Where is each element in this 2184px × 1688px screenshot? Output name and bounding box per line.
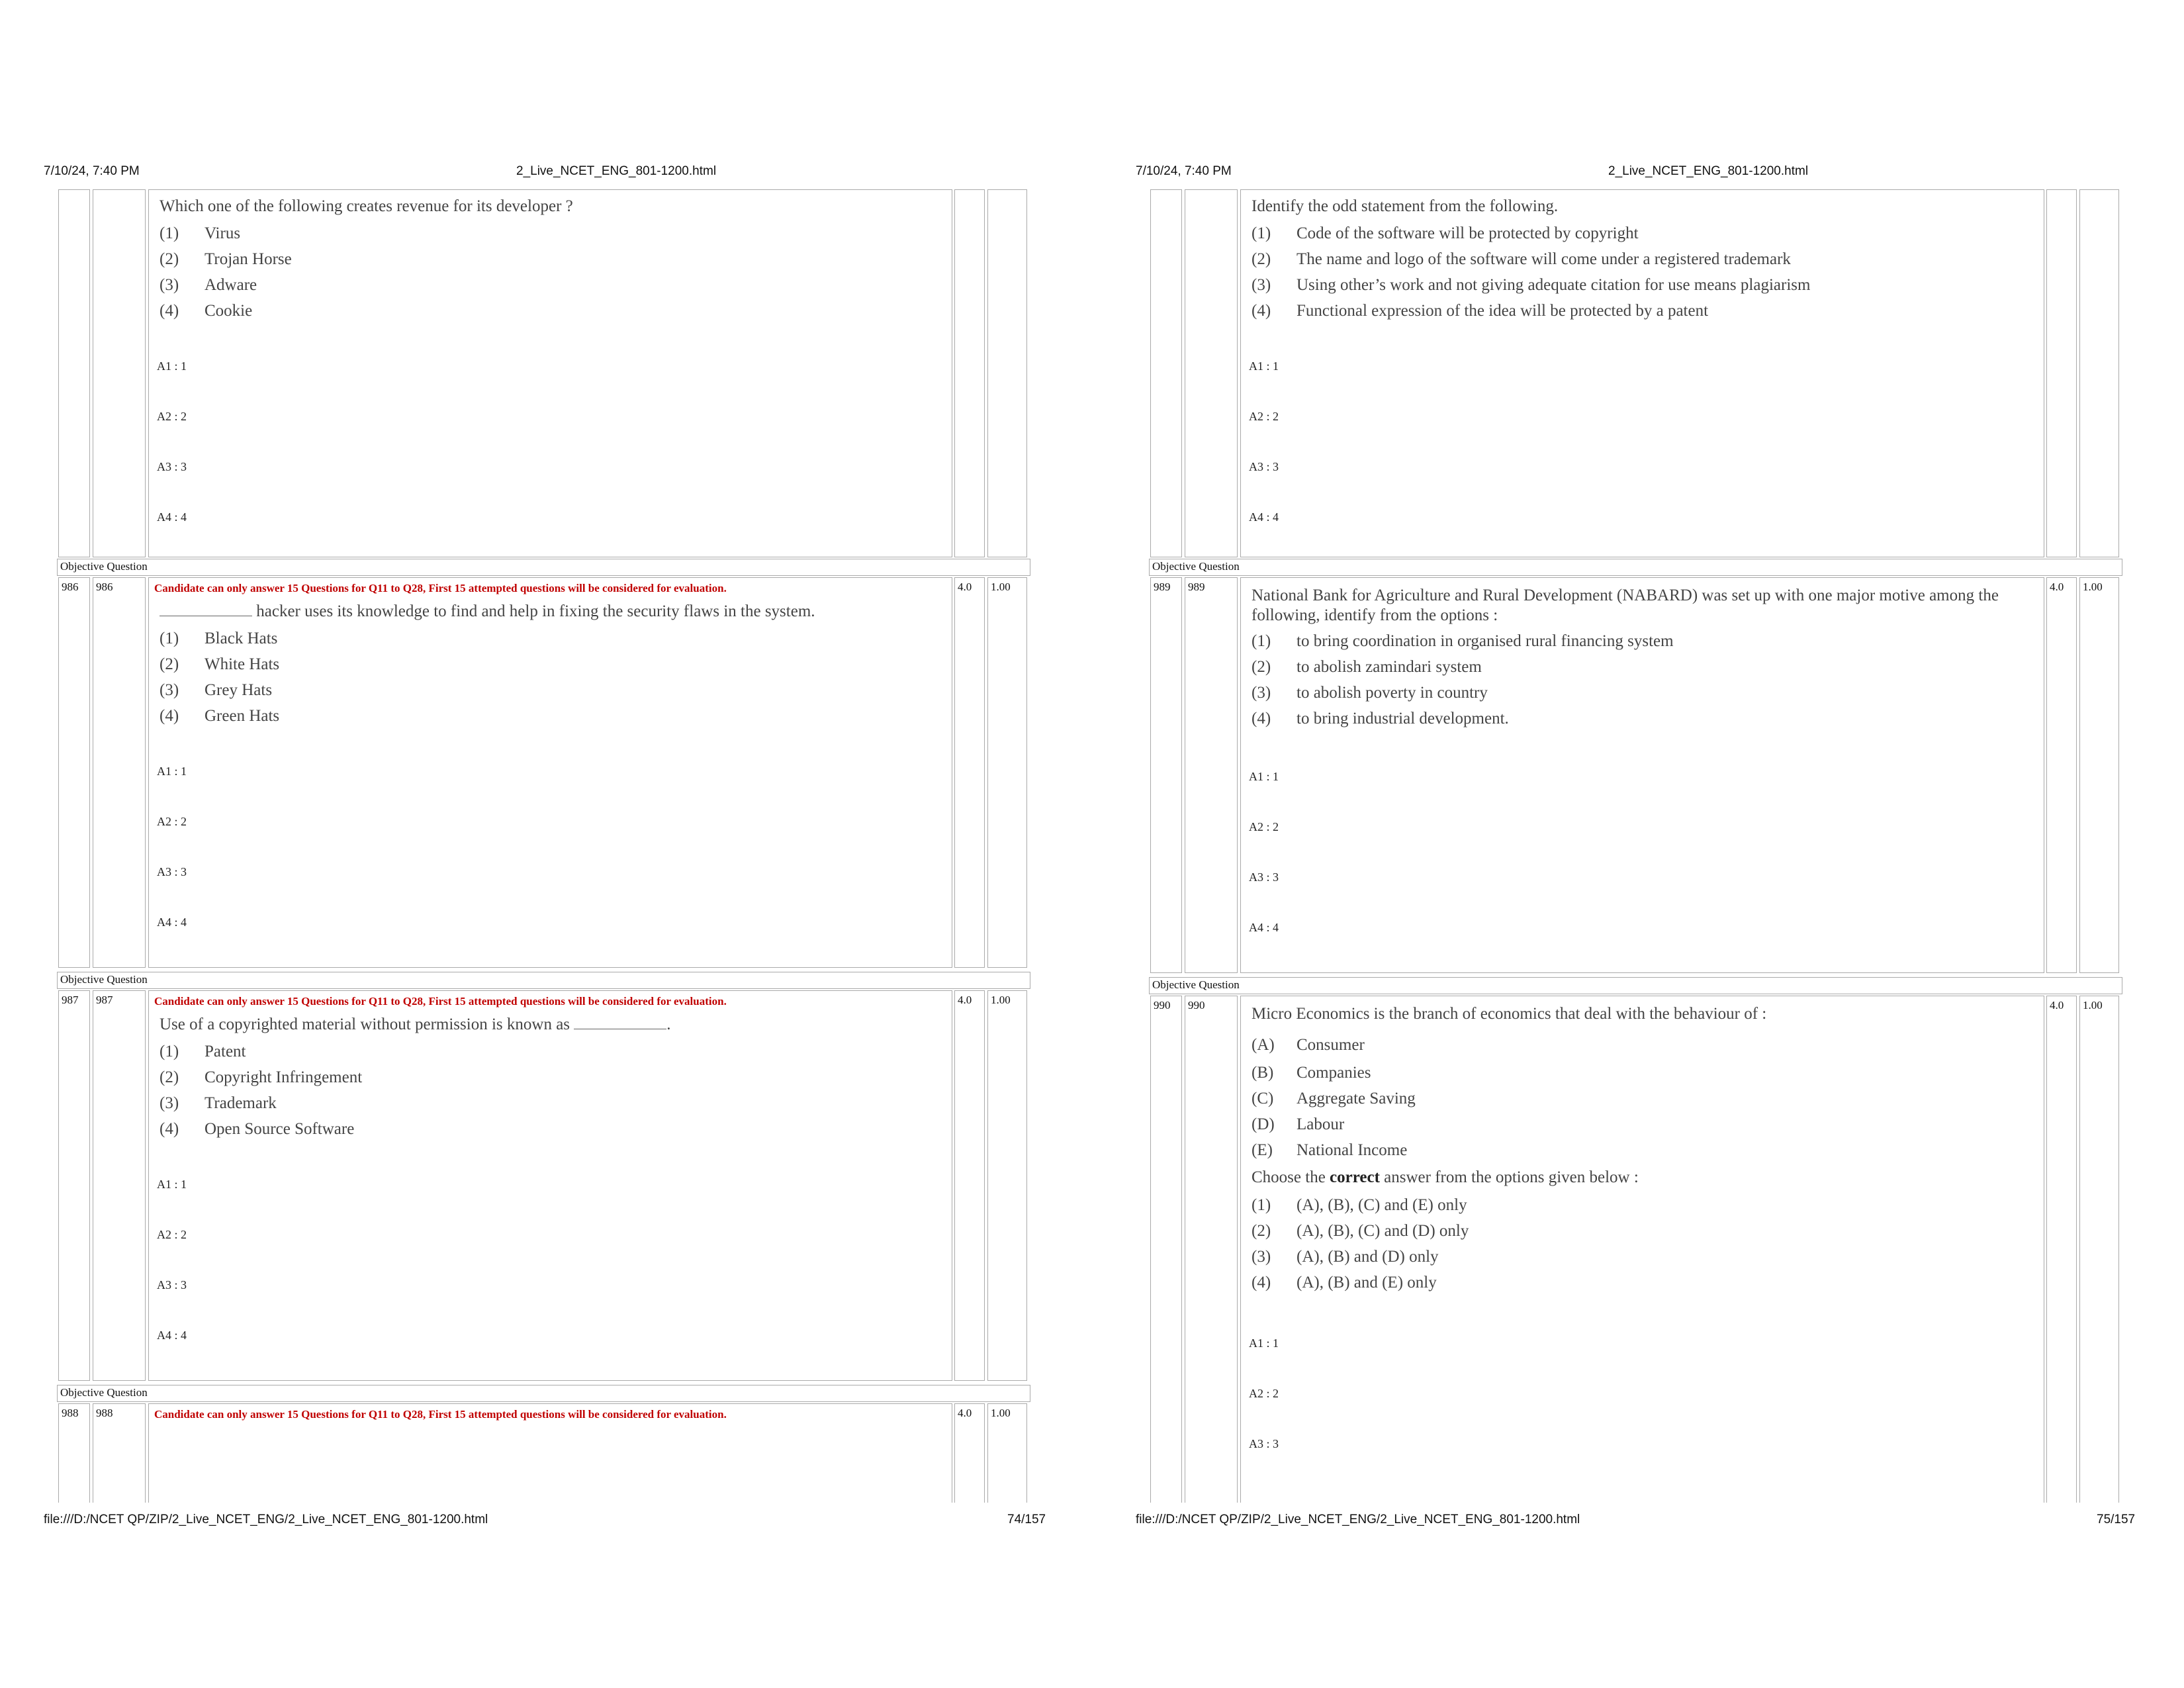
answer-key: A4 : 4 — [157, 510, 187, 524]
answer-key: A1 : 1 — [157, 1178, 187, 1191]
option: (1) (A), (B), (C) and (E) only — [1251, 1196, 1467, 1214]
footer-page-number: 75/157 — [2097, 1513, 2136, 1526]
negative-marks: 1.00 — [991, 1407, 1011, 1419]
option: (3) to abolish poverty in country — [1251, 684, 1488, 702]
answer-key: A3 : 3 — [157, 865, 187, 878]
question-type-label: Objective Question — [1149, 559, 2122, 576]
footer-file-path: file:///D:/NCET QP/ZIP/2_Live_NCET_ENG/2_Live_NCET_ENG_801-1200.html — [1136, 1513, 1580, 1526]
negative-marks: 1.00 — [991, 581, 1011, 593]
question-number: 986 — [62, 581, 79, 593]
answer-key: A1 : 1 — [157, 359, 187, 373]
question-text: National Bank for Agriculture and Rural Development (NABARD) was set up with one major motive among the following, identify from the options : — [1251, 586, 1999, 624]
negative-marks: 1.00 — [2083, 581, 2103, 593]
question-number: 987 — [62, 994, 79, 1006]
fill-blank — [574, 1027, 666, 1029]
option: (2) Copyright Infringement — [159, 1068, 363, 1086]
question-number: 989 — [1154, 581, 1171, 593]
option: (4) Green Hats — [159, 707, 280, 725]
question-body — [1240, 577, 2044, 973]
question-type-label: Objective Question — [57, 1385, 1030, 1402]
answer-key: A3 : 3 — [157, 1278, 187, 1291]
marks: 4.0 — [958, 994, 972, 1006]
option: (4) Open Source Software — [159, 1120, 355, 1138]
question-body — [1240, 996, 2044, 1503]
option: (3) Using other’s work and not giving adequate citation for use means plagiarism — [1251, 276, 1811, 294]
list-item: (E) National Income — [1251, 1141, 1408, 1159]
instruction-text: Choose the correct answer from the options given below : — [1251, 1168, 1639, 1186]
evaluation-notice: Candidate can only answer 15 Questions for Q11 to Q28, First 15 attempted questions will be considered for evaluation. — [154, 1408, 727, 1421]
list-item: (C) Aggregate Saving — [1251, 1090, 1416, 1107]
answer-key: A2 : 2 — [1249, 820, 1279, 833]
question-number: 988 — [62, 1407, 79, 1419]
answer-key: A1 : 1 — [1249, 770, 1279, 783]
answer-key: A3 : 3 — [1249, 870, 1279, 884]
footer-page-number: 74/157 — [1007, 1513, 1046, 1526]
marks: 4.0 — [2050, 581, 2064, 593]
question-text: hacker uses its knowledge to find and help in fixing the security flaws in the system. — [159, 602, 934, 622]
answer-key: A4 : 4 — [1249, 510, 1279, 524]
header-filename: 2_Live_NCET_ENG_801-1200.html — [1608, 164, 1809, 178]
evaluation-notice: Candidate can only answer 15 Questions for Q11 to Q28, First 15 attempted questions will be considered for evaluation. — [154, 995, 727, 1008]
answer-key: A1 : 1 — [1249, 359, 1279, 373]
list-item: (B) Companies — [1251, 1064, 1371, 1082]
option: (1) Patent — [159, 1043, 246, 1060]
option: (3) Trademark — [159, 1094, 277, 1112]
option: (4) to bring industrial development. — [1251, 710, 1509, 727]
question-id: 990 — [1188, 999, 1205, 1011]
list-item: (D) Labour — [1251, 1115, 1345, 1133]
question-type-label: Objective Question — [57, 972, 1030, 989]
question-text: Use of a copyrighted material without permission is known as . — [159, 1015, 671, 1033]
header-date: 7/10/24, 7:40 PM — [1136, 164, 1232, 178]
question-id: 988 — [96, 1407, 113, 1419]
answer-key: A2 : 2 — [1249, 1387, 1279, 1400]
question-number: 990 — [1154, 999, 1171, 1011]
question-id: 987 — [96, 994, 113, 1006]
question-body — [148, 1403, 952, 1503]
answer-key: A4 : 4 — [157, 1329, 187, 1342]
footer-file-path: file:///D:/NCET QP/ZIP/2_Live_NCET_ENG/2_Live_NCET_ENG_801-1200.html — [44, 1513, 488, 1526]
option: (4) Cookie — [159, 302, 253, 320]
option: (2) (A), (B), (C) and (D) only — [1251, 1222, 1469, 1240]
option: (4) Functional expression of the idea will be protected by a patent — [1251, 302, 1709, 320]
question-body — [1240, 189, 2044, 557]
question-text: Which one of the following creates revenue for its developer ? — [159, 197, 573, 215]
option: (1) Virus — [159, 224, 241, 242]
option: (1) Black Hats — [159, 630, 278, 647]
option: (3) Grey Hats — [159, 681, 273, 699]
answer-key: A2 : 2 — [157, 410, 187, 423]
header-filename: 2_Live_NCET_ENG_801-1200.html — [516, 164, 717, 178]
option: (2) White Hats — [159, 655, 280, 673]
fill-blank — [159, 614, 252, 616]
negative-marks: 1.00 — [991, 994, 1011, 1006]
question-id: 986 — [96, 581, 113, 593]
option: (2) The name and logo of the software will come under a registered trademark — [1251, 250, 1791, 268]
answer-key: A3 : 3 — [1249, 1437, 1279, 1450]
question-text: Identify the odd statement from the following. — [1251, 197, 1559, 215]
marks: 4.0 — [2050, 999, 2064, 1011]
answer-key: A3 : 3 — [1249, 460, 1279, 473]
answer-key: A2 : 2 — [1249, 410, 1279, 423]
question-body — [148, 189, 952, 557]
answer-key: A1 : 1 — [1249, 1336, 1279, 1350]
list-item: (A) Consumer — [1251, 1036, 1365, 1054]
question-body — [148, 990, 952, 1381]
answer-key: A2 : 2 — [157, 815, 187, 828]
option: (1) Code of the software will be protected by copyright — [1251, 224, 1639, 242]
marks: 4.0 — [958, 581, 972, 593]
answer-key: A4 : 4 — [1249, 921, 1279, 934]
answer-key: A2 : 2 — [157, 1228, 187, 1241]
question-type-label: Objective Question — [57, 559, 1030, 576]
answer-key: A4 : 4 — [157, 915, 187, 929]
option: (3) (A), (B) and (D) only — [1251, 1248, 1439, 1266]
evaluation-notice: Candidate can only answer 15 Questions for Q11 to Q28, First 15 attempted questions will be considered for evaluation. — [154, 582, 727, 594]
question-body — [148, 577, 952, 968]
header-date: 7/10/24, 7:40 PM — [44, 164, 140, 178]
option: (2) Trojan Horse — [159, 250, 292, 268]
question-id: 989 — [1188, 581, 1205, 593]
option: (1) to bring coordination in organised rural financing system — [1251, 632, 1674, 650]
option: (2) to abolish zamindari system — [1251, 658, 1482, 676]
marks: 4.0 — [958, 1407, 972, 1419]
question-text: Micro Economics is the branch of economics that deal with the behaviour of : — [1251, 1005, 1767, 1023]
answer-key: A1 : 1 — [157, 765, 187, 778]
negative-marks: 1.00 — [2083, 999, 2103, 1011]
option: (3) Adware — [159, 276, 257, 294]
page-75 — [1092, 0, 2184, 1688]
answer-key: A3 : 3 — [157, 460, 187, 473]
question-type-label: Objective Question — [1149, 977, 2122, 994]
option: (4) (A), (B) and (E) only — [1251, 1274, 1437, 1291]
